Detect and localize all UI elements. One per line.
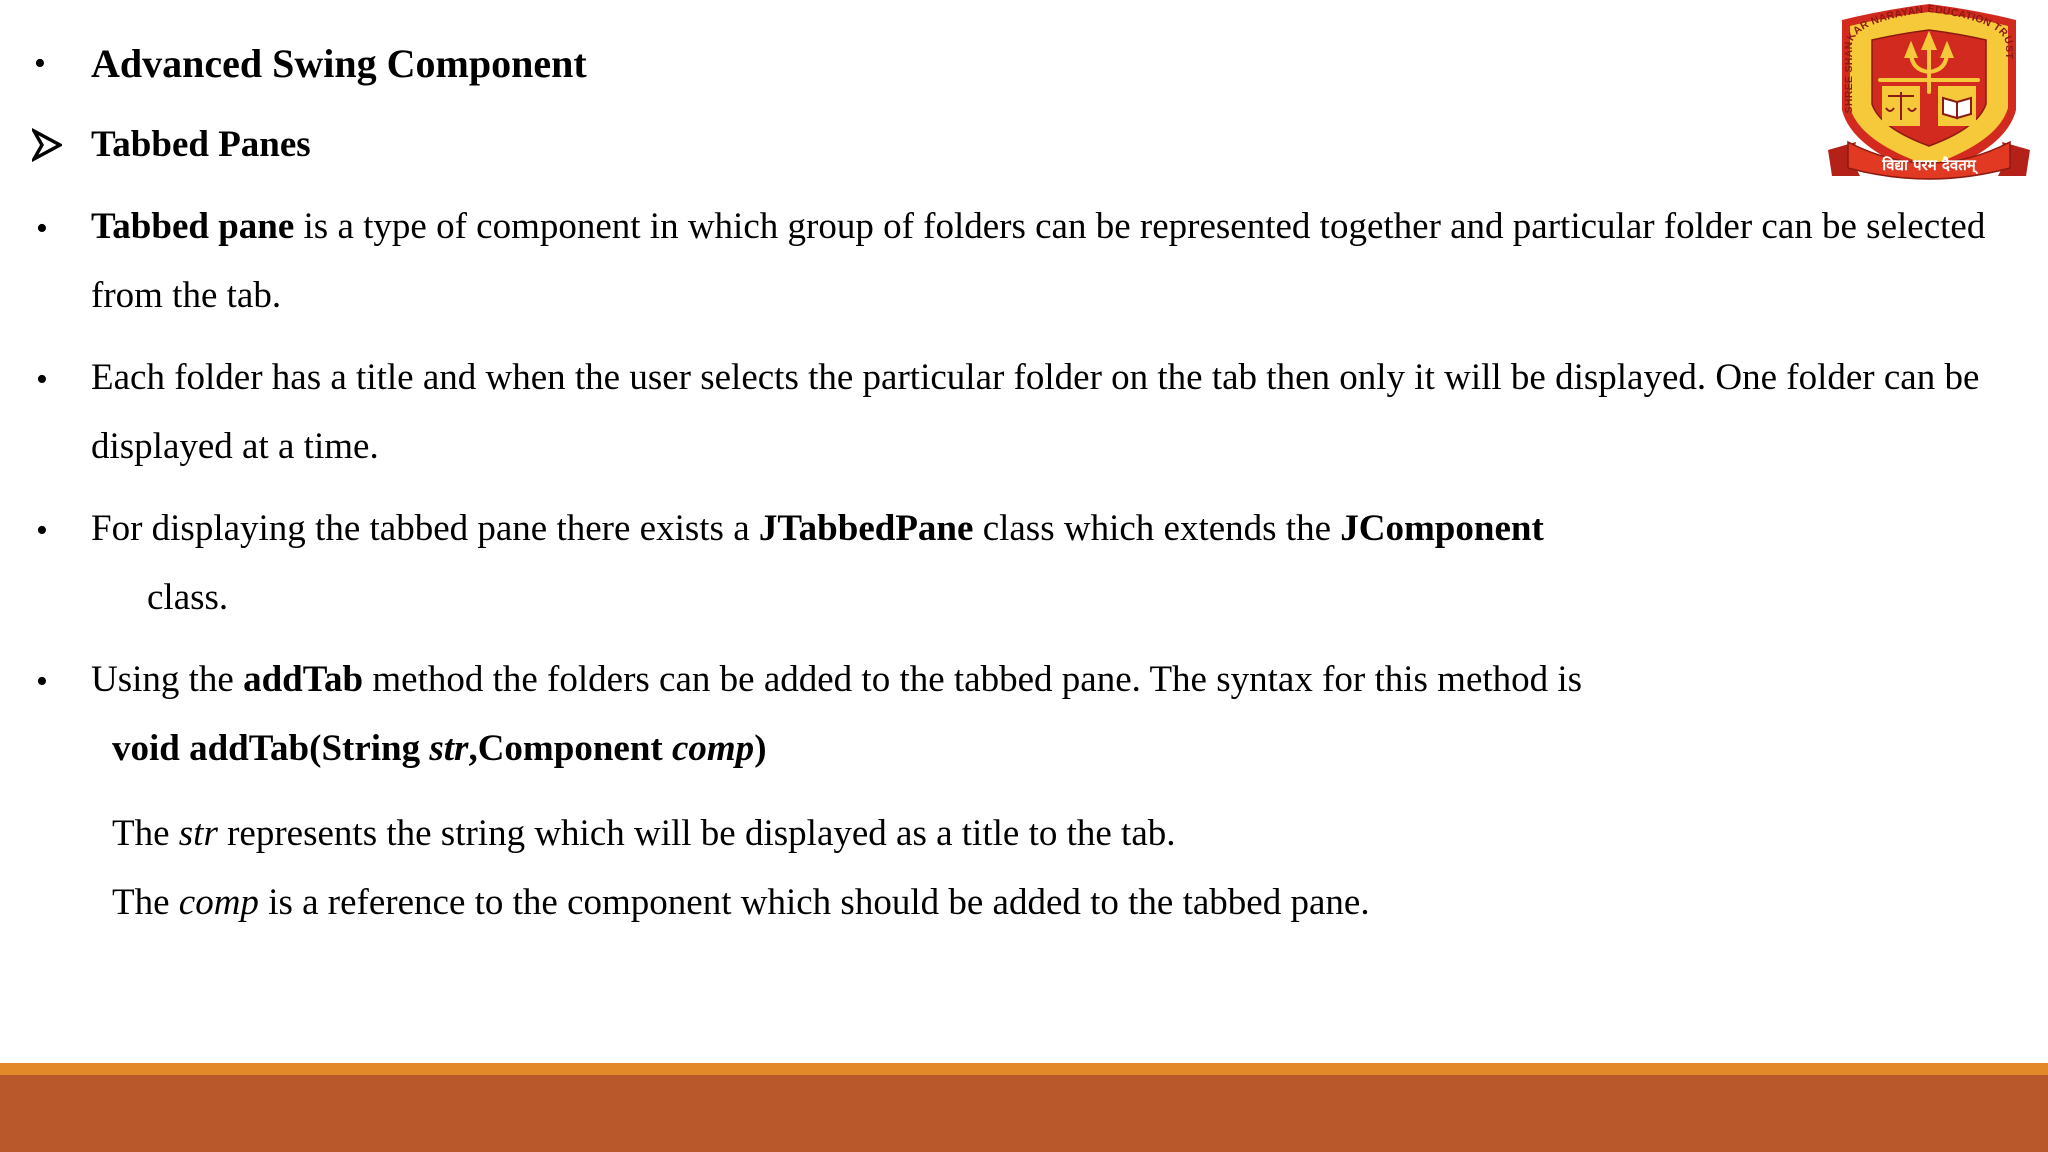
paragraph-4-text-a: Using the [91,659,244,700]
jtabbedpane-term: JTabbedPane [758,508,974,549]
explanation-str-param: str [178,813,218,854]
logo-ring-text: SHREE SHANKAR NARAYAN EDUCATION TRUST [1842,2,2015,114]
addtab-term: addTab [243,659,364,700]
syntax-part-3: ) [754,728,767,769]
paragraph-1-line-1 [91,208,1985,245]
slide-heading: Advanced Swing Component [91,41,587,86]
paragraph-3-text-a: For displaying the tabbed pane there exists a [91,508,759,549]
bullet-4: • [36,663,48,700]
explanation-comp-prefix: The [112,882,179,923]
paragraph-3-line-1 [91,510,1544,547]
arrowhead-bullet-icon [32,128,62,162]
syntax-part-2: ,Component [468,728,672,769]
bullet-1: • [36,210,48,247]
explanation-str-text: represents the string which will be displayed as a title to the tab. [217,813,1176,854]
paragraph-3-text-b: class which extends the [973,508,1341,549]
explanation-str-prefix: The [112,813,179,854]
footer-accent-bar [0,1063,2048,1075]
subheading: Tabbed Panes [91,124,311,165]
paragraph-2-line-2: displayed at a time. [91,426,379,467]
explanation-comp-param: comp [178,882,259,923]
explanation-comp [112,884,1370,921]
paragraph-1-term: Tabbed pane [91,206,295,247]
syntax-param-comp: comp [671,728,755,769]
paragraph-3-line-2: class. [147,577,229,618]
jcomponent-term: JComponent [1340,508,1544,549]
explanation-comp-text: is a reference to the component which should be added to the tabbed pane. [258,882,1370,923]
paragraph-4-text-b: method the folders can be added to the tabbed pane. The syntax for this method is [363,659,1583,700]
institution-logo [1826,0,2032,192]
paragraph-4-line-1 [91,661,1582,698]
bullet-2: • [36,361,48,398]
syntax-param-str: str [429,728,469,769]
syntax-part-1: void addTab(String [112,728,430,769]
addtab-syntax [112,730,767,767]
heading-bullet: • [34,45,46,82]
explanation-str [112,815,1176,852]
paragraph-1-text: is a type of component in which group of folders can be represented together and particular folder can be selected [294,206,1986,247]
logo-motto: विद्या परम दैवतम् [1882,156,1976,174]
paragraph-2-line-1: Each folder has a title and when the user selects the particular folder on the tab then only it will be displayed. One folder can be [91,357,1980,398]
bullet-3: • [36,512,48,549]
footer-bar [0,1075,2048,1152]
paragraph-1-line-2: from the tab. [91,275,282,316]
